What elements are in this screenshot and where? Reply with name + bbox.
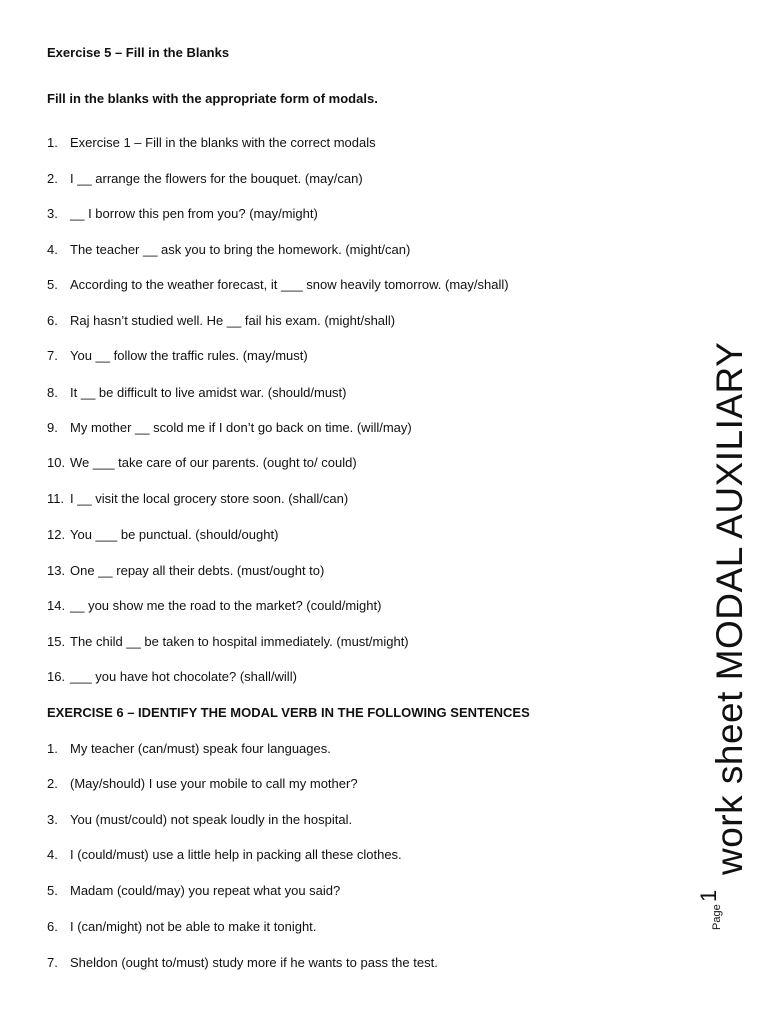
list-item — [47, 206, 318, 222]
item-text: Sheldon (ought to/must) study more if he wants to pass the test. — [70, 955, 438, 970]
item-number: 4. — [47, 847, 58, 862]
list-item — [47, 385, 347, 401]
item-number: 16. — [47, 669, 66, 684]
worksheet-side-title: work sheet MODAL AUXILIARY — [709, 341, 750, 875]
item-text: Exercise 1 – Fill in the blanks with the correct modals — [70, 135, 376, 150]
item-text: I (can/might) not be able to make it tonight. — [70, 919, 317, 934]
item-number: 1. — [47, 741, 58, 756]
item-text: Raj hasn’t studied well. He __ fail his exam. (might/shall) — [70, 313, 396, 328]
item-number: 1. — [47, 135, 58, 150]
item-text: One __ repay all their debts. (must/ought to) — [70, 563, 325, 578]
item-text: You __ follow the traffic rules. (may/must) — [70, 348, 308, 363]
item-text: You ___ be punctual. (should/ought) — [70, 527, 279, 542]
list-item — [47, 955, 438, 971]
item-text: My mother __ scold me if I don’t go back on time. (will/may) — [70, 420, 412, 435]
item-text: According to the weather forecast, it ___ snow heavily tomorrow. (may/shall) — [70, 277, 509, 292]
item-text: The child __ be taken to hospital immediately. (must/might) — [70, 634, 409, 649]
list-item — [47, 563, 324, 579]
item-text: I __ visit the local grocery store soon. (shall/can) — [70, 491, 349, 506]
item-number: 2. — [47, 171, 58, 186]
item-number: 6. — [47, 313, 58, 328]
item-number: 7. — [47, 955, 58, 970]
exercise-6-title: EXERCISE 6 – IDENTIFY THE MODAL VERB IN THE FOLLOWING SENTENCES — [47, 705, 530, 720]
item-text: My teacher (can/must) speak four languages. — [70, 741, 331, 756]
list-item — [47, 883, 340, 899]
page-label: Page — [711, 904, 723, 930]
page-number: 1 — [696, 889, 721, 902]
list-item — [47, 171, 363, 187]
item-text: We ___ take care of our parents. (ought to/ could) — [70, 455, 357, 470]
list-item — [47, 242, 410, 258]
item-number: 12. — [47, 527, 66, 542]
item-text: (May/should) I use your mobile to call my mother? — [70, 776, 358, 791]
item-number: 10. — [47, 455, 66, 470]
item-text: ___ you have hot chocolate? (shall/will) — [70, 669, 297, 684]
item-text: __ you show me the road to the market? (could/might) — [70, 598, 382, 613]
side-header — [680, 341, 750, 940]
item-number: 2. — [47, 776, 58, 791]
item-text: I (could/must) use a little help in packing all these clothes. — [70, 847, 402, 862]
item-number: 14. — [47, 598, 66, 613]
list-item — [47, 634, 409, 650]
item-number: 15. — [47, 634, 66, 649]
item-number: 4. — [47, 242, 58, 257]
item-text: It __ be difficult to live amidst war. (should/must) — [70, 385, 347, 400]
item-text: You (must/could) not speak loudly in the hospital. — [70, 812, 353, 827]
list-item — [47, 812, 352, 828]
item-number: 3. — [47, 812, 58, 827]
item-number: 6. — [47, 919, 58, 934]
list-item — [47, 847, 402, 863]
item-text: Madam (could/may) you repeat what you said? — [70, 883, 341, 898]
item-number: 5. — [47, 277, 58, 292]
list-item — [47, 669, 297, 685]
list-item — [47, 455, 357, 471]
item-number: 8. — [47, 385, 58, 400]
exercise-5-instruction: Fill in the blanks with the appropriate form of modals. — [47, 91, 378, 106]
list-item — [47, 741, 331, 757]
list-item — [47, 420, 412, 436]
list-item — [47, 919, 316, 935]
list-item — [47, 491, 348, 507]
item-number: 7. — [47, 348, 58, 363]
list-item — [47, 776, 358, 792]
item-number: 13. — [47, 563, 66, 578]
list-item — [47, 348, 308, 364]
item-number: 5. — [47, 883, 58, 898]
list-item — [47, 527, 278, 543]
list-item — [47, 313, 395, 329]
list-item — [47, 277, 509, 293]
item-text: The teacher __ ask you to bring the homework. (might/can) — [70, 242, 411, 257]
list-item — [47, 598, 381, 614]
item-number: 9. — [47, 420, 58, 435]
item-text: I __ arrange the flowers for the bouquet. (may/can) — [70, 171, 363, 186]
list-item — [47, 135, 376, 151]
item-number: 3. — [47, 206, 58, 221]
exercise-5-title: Exercise 5 – Fill in the Blanks — [47, 45, 230, 60]
item-text: __ I borrow this pen from you? (may/might) — [70, 206, 318, 221]
item-number: 11. — [47, 491, 65, 506]
